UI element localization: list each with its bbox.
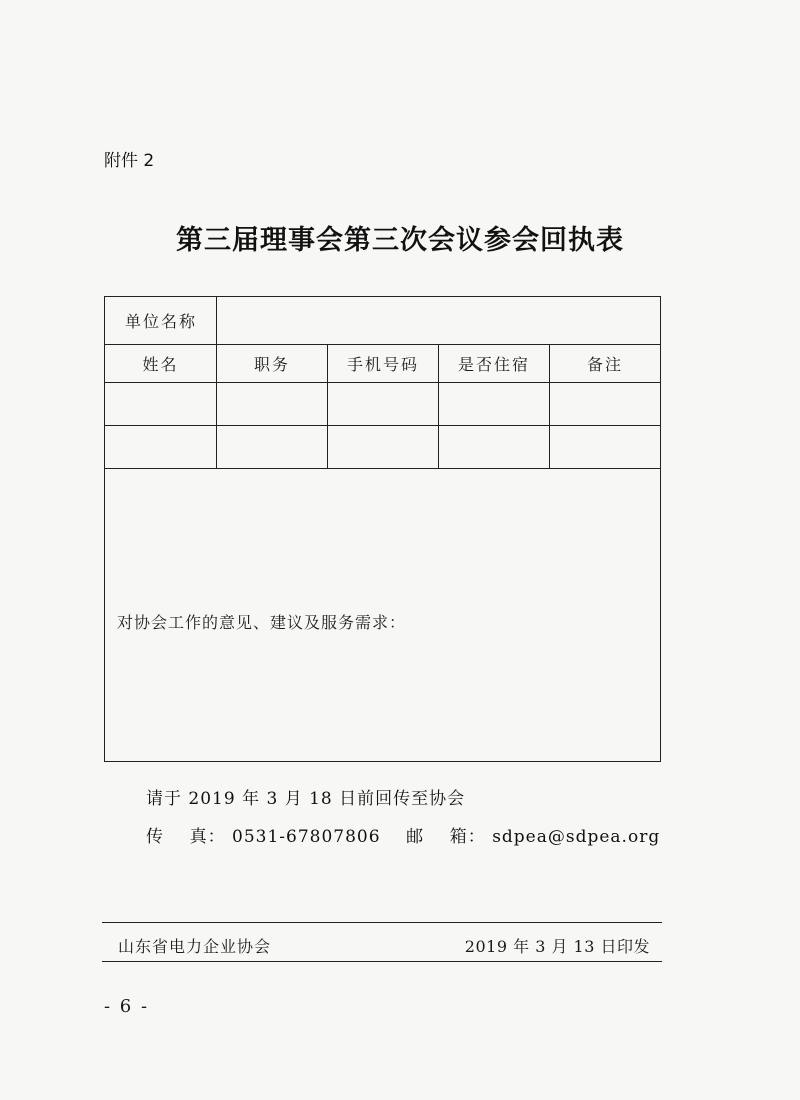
unit-name-row <box>105 297 661 345</box>
table-row <box>105 426 661 469</box>
cell-phone[interactable] <box>328 383 439 426</box>
cell-accommodation[interactable] <box>439 383 550 426</box>
cell-remarks[interactable] <box>550 426 661 469</box>
cell-phone[interactable] <box>328 426 439 469</box>
issue-date: 2019 年 3 月 13 日印发 <box>464 937 650 956</box>
cell-position[interactable] <box>217 426 328 469</box>
comment-field[interactable] <box>105 469 661 762</box>
column-header-phone: 手机号码 <box>328 345 439 383</box>
footer-bottom-rule <box>102 961 662 962</box>
column-header-position: 职务 <box>217 345 328 383</box>
column-header-accommodation: 是否住宿 <box>439 345 550 383</box>
footer-top-rule <box>102 922 662 923</box>
cell-remarks[interactable] <box>550 383 661 426</box>
issuer-name: 山东省电力企业协会 <box>118 937 272 956</box>
cell-name[interactable] <box>105 383 217 426</box>
contact-info: 传 真： 0531-67807806 邮 箱： sdpea@sdpea.org <box>146 827 661 847</box>
unit-name-field[interactable] <box>217 297 661 345</box>
return-deadline-note: 请于 2019 年 3 月 18 日前回传至协会 <box>146 789 466 809</box>
table-header-row <box>105 345 661 383</box>
attachment-label: 附件 2 <box>104 151 155 171</box>
table-row <box>105 383 661 426</box>
cell-accommodation[interactable] <box>439 426 550 469</box>
document-title: 第三届理事会第三次会议参会回执表 <box>176 225 624 256</box>
column-header-name: 姓名 <box>105 345 217 383</box>
cell-name[interactable] <box>105 426 217 469</box>
comment-label: 对协会工作的意见、建议及服务需求： <box>117 612 407 632</box>
cell-position[interactable] <box>217 383 328 426</box>
reply-form-table <box>104 296 661 762</box>
column-header-remarks: 备注 <box>550 345 661 383</box>
page-number: - 6 - <box>104 996 150 1017</box>
comment-row <box>105 469 661 762</box>
unit-name-label: 单位名称 <box>105 297 217 345</box>
